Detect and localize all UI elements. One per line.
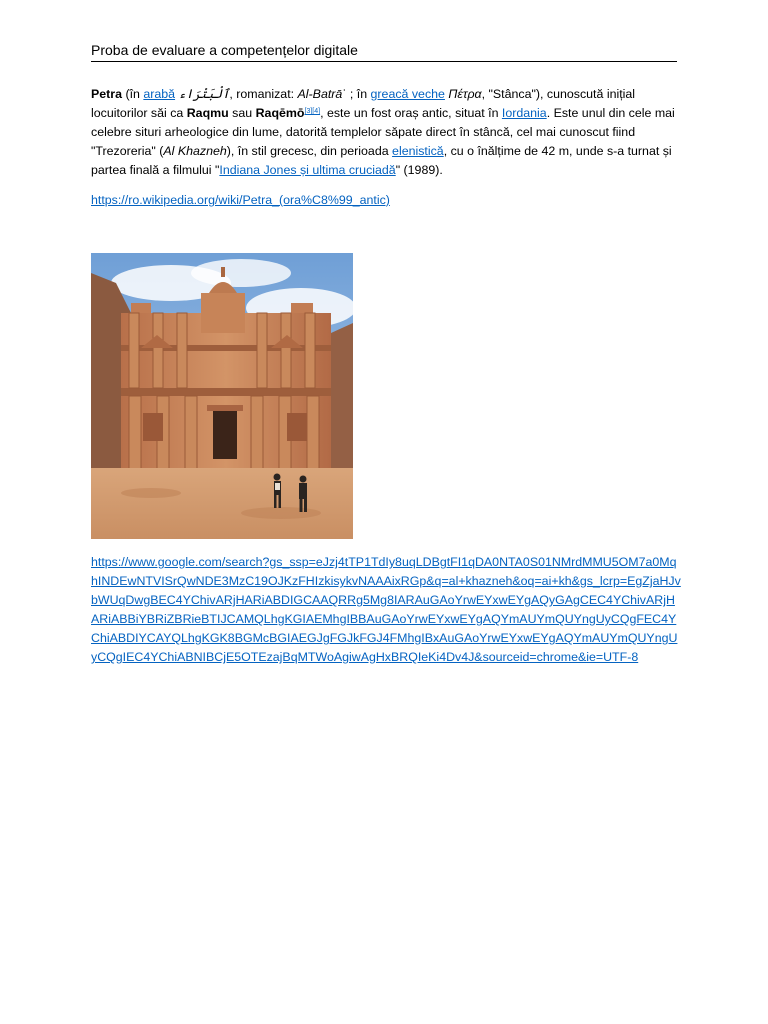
text: , "Stânca"), cunoscută inițial locuitorilor săi ca (91, 87, 636, 120)
link-indiana-jones[interactable]: Indiana Jones și ultima cruciadă (219, 163, 396, 177)
link-iordania[interactable]: Iordania (501, 106, 547, 120)
wikipedia-url-link[interactable]: https://ro.wikipedia.org/wiki/Petra_(ora%C8%99_antic) (91, 193, 390, 207)
link-araba[interactable]: arabă (143, 87, 176, 101)
text: , romanizat: (229, 87, 298, 101)
link-elenistica[interactable]: elenistică (392, 144, 444, 158)
text: , cu o înălțime de 42 m, unde s-a turnat și partea finală a filmului " (91, 144, 672, 177)
term-petra: Petra (91, 87, 122, 101)
term-al-khazneh: Al Khazneh (163, 144, 227, 158)
petra-paragraph (91, 85, 681, 180)
text: , este un fost oraș antic, situat în (320, 106, 502, 120)
text: . Este unul din cele mai celebre situri arheologice din lume, datorită templelor săpate direct în stâncă, cel mai cunoscut fiind "Trezoreria" ( (91, 106, 675, 158)
romanized-name: Al-Batrā (297, 87, 343, 101)
text: (în (122, 87, 144, 101)
text: sau (228, 106, 256, 120)
arabic-name: ٱلْبَتْرَاء (178, 87, 230, 101)
google-search-url-link[interactable]: https://www.google.com/search?gs_ssp=eJzj4tTP1TdIy8uqLDBgtFI1qDA0NTA0S01NMrdMMU5OM7a0MqhINDEwNTVISrQwNDE3MzC19OJKzFHIzkisykvNAAAixRGp&q=al+khazneh&oq=ai+kh&gs_lcrp=EgZjaHJvbWUqDwgBEC4YChivARjHARiABDIGCAAQRRg5Mg8IARAuGAoYrwEYxwEYgAQyGAgCEC4YChivARjHARiABBiYBRiZBRieBTIJCAMQLhgKGIAEMhgIBBAuGAoYrwEYxwEYgAQYmAUYmQUYngUyCQgFEC4YChiABDIYCAYQLhgKGK8BGMcBGIAEGJgFGJkFGJ4FMhgIBxAuGAoYrwEYxwEYgAQYmAUYmQUYngUyCQgIEC4YChiABNIBCjE5OTEzajBqMTWoAgiwAgHxBRQIeKi4Dv4J&sourceid=chrome&ie=UTF-8 (91, 555, 681, 664)
page-header: Proba de evaluare a competențelor digitale (91, 42, 677, 62)
text: ʾ ; în (342, 87, 371, 101)
citation-link[interactable]: [3][4] (304, 108, 321, 115)
term-raqmu: Raqmu (186, 106, 229, 120)
text: ), în stil grecesc, din perioada (226, 144, 393, 158)
term-raqemo: Raqēmō (255, 106, 305, 120)
petra-monastery-photo (91, 253, 353, 539)
text: " (1989). (395, 163, 443, 177)
greek-name: Πέτρα (448, 87, 482, 101)
link-greaca-veche[interactable]: greacă veche (370, 87, 445, 101)
